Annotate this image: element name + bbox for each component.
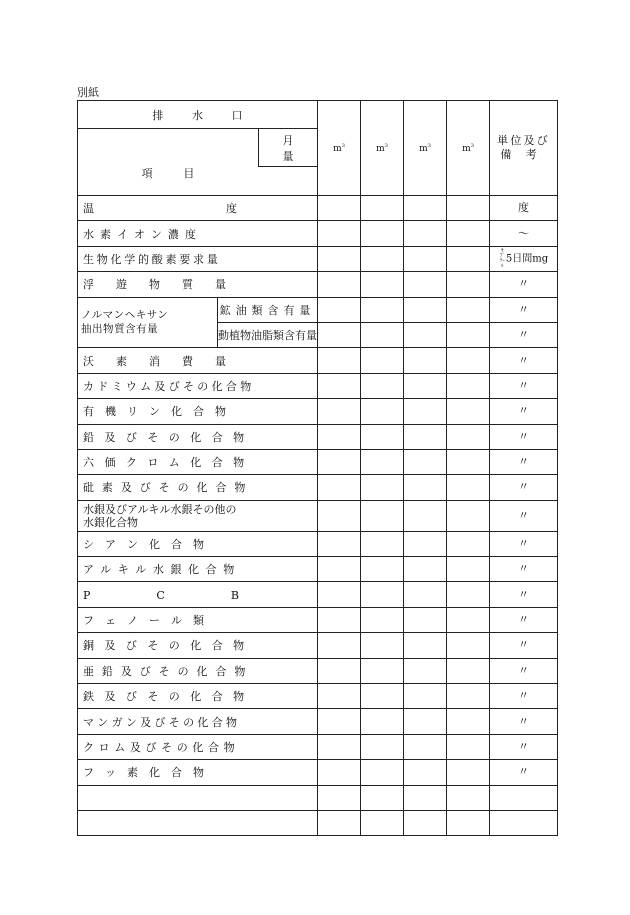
- value-cell: [447, 272, 490, 297]
- table-row: [78, 449, 558, 474]
- table-row: [78, 246, 558, 271]
- unit-cell: 〃: [490, 760, 558, 785]
- unit-cell: 〃: [490, 399, 558, 424]
- value-cell: [361, 424, 404, 449]
- unit-cell: 〃: [490, 734, 558, 759]
- value-cell: [404, 449, 447, 474]
- blank-cell: [78, 785, 318, 810]
- value-cell: [361, 246, 404, 271]
- value-cell: [447, 760, 490, 785]
- item-label: フ ッ 素 化 合 物: [78, 760, 318, 785]
- table-row: [78, 196, 558, 221]
- value-cell: [318, 221, 361, 246]
- unit-cell: 度: [490, 196, 558, 221]
- value-cell: [318, 246, 361, 271]
- table-row: [78, 557, 558, 582]
- table-row: [78, 475, 558, 500]
- outlet-header: 排水口: [78, 101, 318, 129]
- volume-unit-header: $m^3$: [361, 101, 404, 196]
- value-cell: [318, 272, 361, 297]
- value-cell: [361, 196, 404, 221]
- table-row: [78, 399, 558, 424]
- unit-cell: 〃: [490, 531, 558, 556]
- value-cell: [404, 785, 447, 810]
- unit-remarks-header: 単位及び 備考: [490, 101, 558, 196]
- value-cell: [447, 557, 490, 582]
- value-cell: [361, 607, 404, 632]
- table-row: [78, 348, 558, 373]
- item-label: カドミウム及びその化合物: [78, 373, 318, 398]
- value-cell: [318, 475, 361, 500]
- item-label: 有 機 リ ン 化 合 物: [78, 399, 318, 424]
- unit-cell: 〃: [490, 449, 558, 474]
- value-cell: [318, 810, 361, 835]
- table-row: [78, 221, 558, 246]
- value-cell: [447, 734, 490, 759]
- value-cell: [447, 373, 490, 398]
- value-cell: [318, 658, 361, 683]
- value-cell: [447, 424, 490, 449]
- value-cell: [318, 449, 361, 474]
- value-cell: [318, 709, 361, 734]
- value-cell: [447, 500, 490, 531]
- value-cell: [361, 582, 404, 607]
- value-cell: [318, 322, 361, 347]
- value-cell: [361, 500, 404, 531]
- unit-cell: 〃: [490, 557, 558, 582]
- item-label: 亜鉛及びその化合物: [78, 658, 318, 683]
- value-cell: [318, 348, 361, 373]
- item-label: フ ェ ノ ー ル 類: [78, 607, 318, 632]
- value-cell: [361, 760, 404, 785]
- value-cell: [361, 531, 404, 556]
- value-cell: [361, 658, 404, 683]
- unit-cell: 〃: [490, 424, 558, 449]
- value-cell: [318, 424, 361, 449]
- item-label: 鉄及びその化合物: [78, 684, 318, 709]
- value-cell: [404, 684, 447, 709]
- blank-row: [78, 810, 558, 835]
- unit-small-text: ｻﾌﾞ ﾃｰﾙ: [499, 247, 505, 269]
- unit-cell: 〃: [490, 607, 558, 632]
- value-cell: [447, 810, 490, 835]
- value-cell: [404, 607, 447, 632]
- table-row: [78, 734, 558, 759]
- value-cell: [318, 633, 361, 658]
- value-cell: [447, 449, 490, 474]
- value-cell: [404, 557, 447, 582]
- table-row: [78, 272, 558, 297]
- value-cell: [318, 760, 361, 785]
- value-cell: [404, 272, 447, 297]
- item-label: P C B: [78, 582, 318, 607]
- value-cell: [361, 475, 404, 500]
- value-cell: [447, 684, 490, 709]
- blank-row: [78, 785, 558, 810]
- value-cell: [361, 709, 404, 734]
- value-cell: [404, 322, 447, 347]
- volume-unit-header: $m^3$: [447, 101, 490, 196]
- value-cell: [361, 373, 404, 398]
- table-row: [78, 760, 558, 785]
- item-label: 沃 素 消 費 量: [78, 348, 318, 373]
- table-row: [78, 500, 558, 531]
- value-cell: [447, 322, 490, 347]
- value-cell: [318, 500, 361, 531]
- item-label: シ ア ン 化 合 物: [78, 531, 318, 556]
- value-cell: [361, 684, 404, 709]
- table-row: [78, 582, 558, 607]
- table-row: [78, 531, 558, 556]
- volume-unit-header: $m^3$: [404, 101, 447, 196]
- item-label: 鉛及びその化合物: [78, 424, 318, 449]
- value-cell: [447, 399, 490, 424]
- table-row: [78, 709, 558, 734]
- table-row: [78, 297, 558, 322]
- value-cell: [318, 531, 361, 556]
- value-cell: [447, 785, 490, 810]
- value-cell: [447, 246, 490, 271]
- value-cell: [361, 322, 404, 347]
- value-cell: [447, 196, 490, 221]
- value-cell: [404, 373, 447, 398]
- value-cell: [318, 196, 361, 221]
- value-cell: [318, 684, 361, 709]
- value-cell: [447, 221, 490, 246]
- value-cell: [361, 272, 404, 297]
- unit-cell: ～: [490, 221, 558, 246]
- value-cell: [447, 582, 490, 607]
- value-cell: [447, 531, 490, 556]
- value-cell: [404, 221, 447, 246]
- value-cell: [361, 449, 404, 474]
- value-cell: [404, 633, 447, 658]
- value-cell: [361, 348, 404, 373]
- unit-cell: 〃: [490, 297, 558, 322]
- item-label: クロム及びその化合物: [78, 734, 318, 759]
- value-cell: [318, 734, 361, 759]
- value-cell: [404, 734, 447, 759]
- n-hexane-group-label: ノルマンヘキサン 抽出物質含有量: [78, 297, 218, 348]
- value-cell: [361, 297, 404, 322]
- value-cell: [404, 810, 447, 835]
- unit-cell: 〃: [490, 272, 558, 297]
- unit-cell: 〃: [490, 658, 558, 683]
- unit-cell: 〃: [490, 709, 558, 734]
- value-cell: [447, 475, 490, 500]
- value-cell: [361, 810, 404, 835]
- unit-cell: 〃: [490, 373, 558, 398]
- item-label: 生物化学的酸素要求量: [78, 246, 318, 271]
- table-row: [78, 633, 558, 658]
- table-row: [78, 424, 558, 449]
- value-cell: [404, 348, 447, 373]
- wastewater-form-table: [77, 100, 558, 836]
- value-cell: [404, 760, 447, 785]
- unit-cell: 〃: [490, 582, 558, 607]
- value-cell: [404, 500, 447, 531]
- table-row: [78, 658, 558, 683]
- value-cell: [404, 709, 447, 734]
- volume-unit-header: $m^3$: [318, 101, 361, 196]
- blank-cell: [490, 785, 558, 810]
- value-cell: [318, 785, 361, 810]
- value-cell: [318, 607, 361, 632]
- value-cell: [318, 557, 361, 582]
- blank-cell: [78, 810, 318, 835]
- item-label: マンガン及びその化合物: [78, 709, 318, 734]
- value-cell: [404, 424, 447, 449]
- unit-cell: 〃: [490, 475, 558, 500]
- table-row: [78, 684, 558, 709]
- value-cell: [447, 607, 490, 632]
- value-cell: [447, 709, 490, 734]
- item-label: 六価クロム化合物: [78, 449, 318, 474]
- value-cell: [447, 633, 490, 658]
- sub-item-label: 鉱油類含有量: [218, 297, 318, 322]
- table-row: [78, 373, 558, 398]
- value-cell: [404, 246, 447, 271]
- item-label: 温 度: [78, 196, 318, 221]
- value-cell: [404, 531, 447, 556]
- unit-cell: 〃: [490, 322, 558, 347]
- value-cell: [447, 348, 490, 373]
- value-cell: [447, 297, 490, 322]
- unit-cell: 〃: [490, 684, 558, 709]
- value-cell: [361, 633, 404, 658]
- value-cell: [404, 297, 447, 322]
- document-label: 別紙: [77, 86, 99, 99]
- value-cell: [318, 373, 361, 398]
- header-spacer: [259, 167, 318, 196]
- value-cell: [404, 658, 447, 683]
- value-cell: [361, 734, 404, 759]
- item-label: 浮 遊 物 質 量: [78, 272, 318, 297]
- item-header: 項目: [78, 129, 259, 196]
- unit-cell: ｻﾌﾞ ﾃｰﾙ5日間mg: [490, 246, 558, 271]
- table-row: [78, 607, 558, 632]
- value-cell: [404, 475, 447, 500]
- blank-cell: [490, 810, 558, 835]
- item-label: アルキル水銀化合物: [78, 557, 318, 582]
- value-cell: [361, 221, 404, 246]
- value-cell: [318, 399, 361, 424]
- value-cell: [447, 658, 490, 683]
- item-label-two-line: 水銀及びアルキル水銀その他の 水銀化合物: [78, 500, 318, 531]
- item-label: 砒素及びその化合物: [78, 475, 318, 500]
- monthly-amount-header: 月量: [259, 129, 318, 167]
- value-cell: [361, 399, 404, 424]
- value-cell: [318, 582, 361, 607]
- value-cell: [404, 582, 447, 607]
- value-cell: [404, 196, 447, 221]
- header-row-1: [78, 101, 558, 129]
- value-cell: [404, 399, 447, 424]
- value-cell: [361, 557, 404, 582]
- unit-cell: 〃: [490, 348, 558, 373]
- sub-item-label: 動植物油脂類含有量: [218, 322, 318, 347]
- unit-cell: 〃: [490, 500, 558, 531]
- unit-cell: 〃: [490, 633, 558, 658]
- value-cell: [361, 785, 404, 810]
- value-cell: [318, 297, 361, 322]
- item-label: 銅及びその化合物: [78, 633, 318, 658]
- item-label: 水素イオン濃度: [78, 221, 318, 246]
